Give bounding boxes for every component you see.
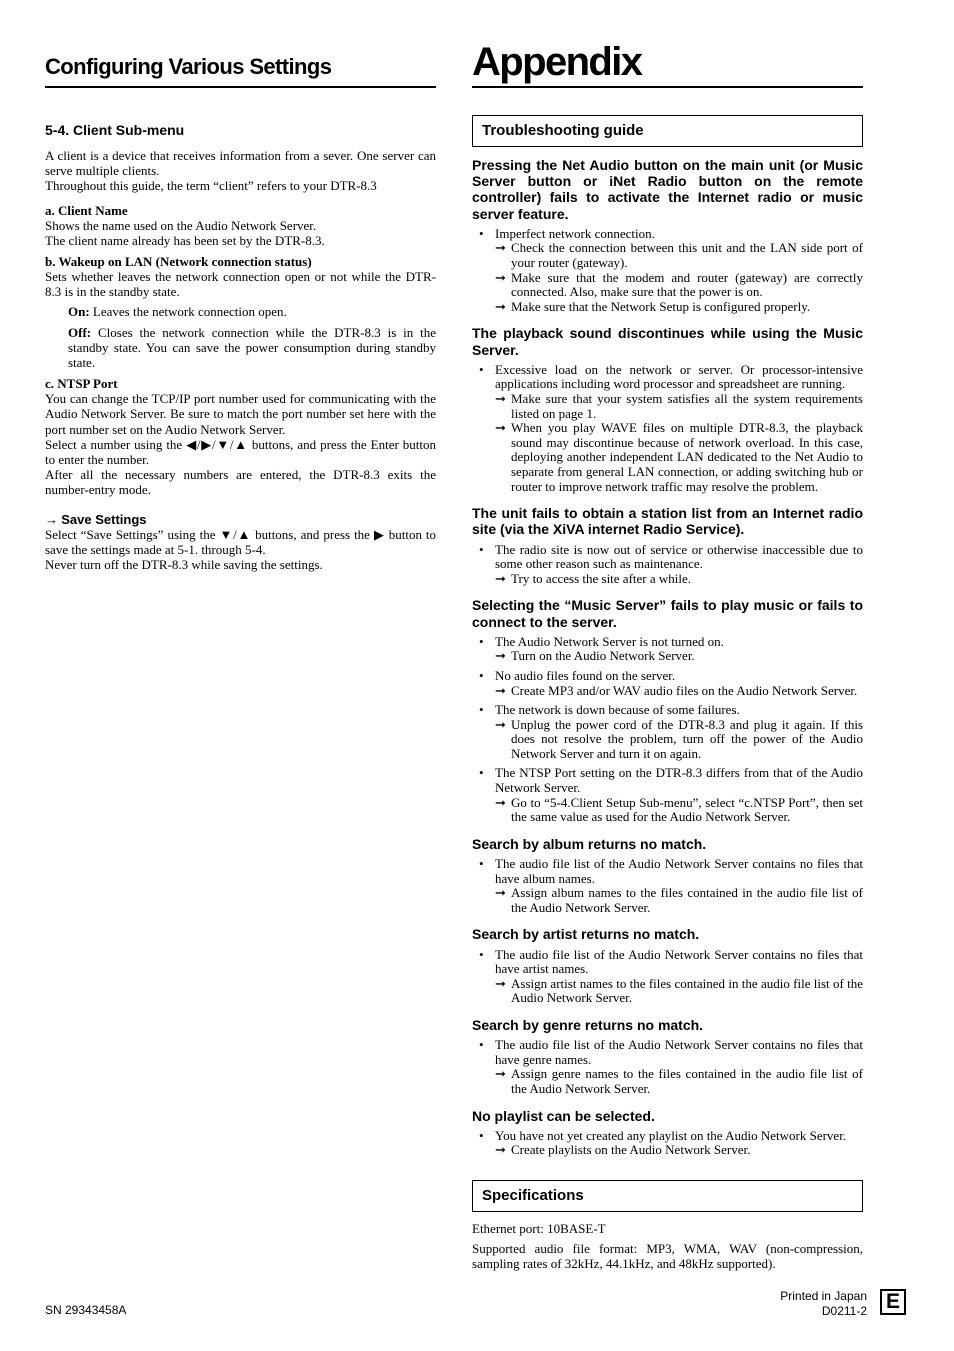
- serial-number: SN 29343458A: [45, 1303, 127, 1317]
- page-section-title: Configuring Various Settings: [45, 50, 436, 88]
- print-info: [780, 1289, 867, 1318]
- cause-text: You have not yet created any playlist on the Audio Network Server.: [495, 1127, 847, 1143]
- text: button to save the settings made at 5-1. through 5-4.: [45, 526, 437, 558]
- bullet-icon: •: [479, 1037, 484, 1053]
- problem-heading: Search by genre returns no match.: [472, 1017, 704, 1033]
- option-text: Closes the network connection while the DTR-8.3 is in the standby state. You can save the power consumption during standby state.: [68, 324, 436, 371]
- bullet-icon: •: [479, 667, 484, 683]
- cause-text: The Audio Network Server is not turned on.: [495, 633, 724, 649]
- remedy-item: [495, 392, 863, 421]
- remedy-item: [495, 684, 863, 699]
- bullet-icon: •: [479, 702, 484, 718]
- cause-item: [472, 766, 863, 824]
- bullet-icon: •: [479, 946, 484, 962]
- bullet-icon: •: [479, 633, 484, 649]
- remedy-item: [495, 300, 863, 315]
- remedy-item: [495, 1067, 863, 1096]
- remedy-text: When you play WAVE files on multiple DTR-8.3, the playback sound may discontinue because of network overload. In this case, deploying another independent LAN dedicated to the Net Audio to separate from general LAN connection, or adding switching hub or router to improve network traffic may resolve the problem.: [511, 420, 863, 494]
- paragraph: The client name already has been set by the DTR-8.3.: [45, 232, 325, 248]
- arrow-icon: ➞: [495, 390, 506, 406]
- option-on: [45, 304, 436, 319]
- bullet-icon: •: [479, 541, 484, 557]
- arrow-icon: ➞: [495, 269, 506, 285]
- paragraph: Shows the name used on the Audio Network Server.: [45, 217, 317, 233]
- button-symbols: ▶: [373, 526, 385, 542]
- remedy-item: [495, 241, 863, 270]
- remedy-item: [495, 977, 863, 1006]
- spec-line: Supported audio file format: MP3, WMA, WAV (non-compression, sampling rates of 32kHz, 44.1kHz, and 48kHz supported).: [472, 1241, 863, 1272]
- page-title: Appendix: [472, 40, 863, 88]
- remedy-item: [495, 1143, 863, 1158]
- bullet-icon: •: [479, 856, 484, 872]
- remedy-text: Check the connection between this unit and the LAN side port of your router (gateway).: [511, 240, 863, 270]
- specifications-heading: Specifications: [472, 1180, 863, 1212]
- section-heading: 5-4. Client Sub-menu: [45, 122, 185, 138]
- cause-text: Excessive load on the network or server. Or processor-intensive applications including word processor and spreadsheet are running.: [495, 361, 863, 392]
- cause-item: [472, 1038, 863, 1096]
- paragraph: After all the necessary numbers are entered, the DTR-8.3 exits the number-entry mode.: [45, 467, 436, 498]
- button-symbols: ▼/▲: [219, 526, 252, 542]
- remedy-item: [495, 271, 863, 300]
- option-off: [45, 325, 436, 371]
- cause-list: [472, 1129, 863, 1158]
- arrow-icon: ➞: [495, 716, 506, 732]
- remedy-text: Make sure that your system satisfies all the system requirements listed on page 1.: [511, 390, 863, 421]
- remedy-text: Create playlists on the Audio Network Server.: [511, 1142, 751, 1158]
- cause-list: [472, 543, 863, 587]
- paragraph: [45, 527, 436, 557]
- cause-text: The NTSP Port setting on the DTR-8.3 differs from that of the Audio Network Server.: [495, 765, 863, 796]
- cause-item: [472, 948, 863, 1006]
- cause-list: [472, 227, 863, 315]
- cause-text: The audio file list of the Audio Network Server contains no files that have album names.: [495, 856, 863, 886]
- cause-text: Imperfect network connection.: [495, 225, 655, 241]
- arrow-icon: ➞: [495, 885, 506, 901]
- paragraph: Sets whether leaves the network connection open or not while the DTR-8.3 is in the standby state.: [45, 269, 436, 300]
- subsection-heading: b. Wakeup on LAN (Network connection status): [45, 254, 312, 270]
- remedy-text: Assign genre names to the files contained in the audio file list of the Audio Network Server.: [511, 1066, 863, 1096]
- arrow-icon: ➞: [495, 420, 506, 436]
- arrow-icon: ➞: [495, 1066, 506, 1082]
- cause-list: [472, 948, 863, 1006]
- problem-heading: Selecting the “Music Server” fails to play music or fails to connect to the server.: [472, 597, 863, 630]
- troubleshooting-list: [472, 157, 863, 1158]
- remedy-text: Assign album names to the files contained in the audio file list of the Audio Network Server.: [511, 885, 863, 915]
- text: Select a number using the: [45, 436, 183, 452]
- cause-item: [472, 669, 863, 698]
- arrow-icon: ➞: [495, 975, 506, 991]
- option-label: On:: [68, 304, 90, 320]
- problem-heading: The playback sound discontinues while using the Music Server.: [472, 325, 863, 358]
- remedy-item: [495, 796, 863, 825]
- remedy-text: Try to access the site after a while.: [511, 570, 692, 586]
- option-text: Leaves the network connection open.: [92, 304, 287, 320]
- remedy-text: Create MP3 and/or WAV audio files on the Audio Network Server.: [511, 682, 858, 698]
- cause-list: [472, 635, 863, 825]
- arrow-icon: ➞: [495, 794, 506, 810]
- bullet-icon: •: [479, 1127, 484, 1143]
- cause-text: The audio file list of the Audio Network Server contains no files that have artist names.: [495, 946, 863, 977]
- text: buttons, and press the: [255, 526, 370, 542]
- cause-text: The radio site is now out of service or otherwise inaccessible due to some other reason such as maintenance.: [495, 541, 863, 572]
- bullet-icon: •: [479, 361, 484, 377]
- save-heading-text: Save Settings: [61, 511, 147, 527]
- cause-list: [472, 1038, 863, 1096]
- troubleshooting-heading: Troubleshooting guide: [472, 115, 863, 147]
- cause-text: No audio files found on the server.: [495, 667, 676, 683]
- subsection-heading: c. NTSP Port: [45, 376, 118, 392]
- save-heading: [45, 512, 436, 527]
- text: buttons, and press the Enter button to enter the number.: [45, 436, 437, 468]
- cause-item: [472, 703, 863, 761]
- paragraph: [45, 437, 436, 467]
- printed-in: Printed in Japan: [780, 1289, 867, 1303]
- problem-heading: The unit fails to obtain a station list from an Internet radio site (via the XiVA internet Radio Service).: [472, 505, 863, 538]
- remedy-item: [495, 649, 863, 664]
- problem-heading: Pressing the Net Audio button on the main unit (or Music Server button or iNet Radio button on the remote controller) fails to activate the Internet radio or music server feature.: [472, 157, 863, 222]
- subsection-heading: a. Client Name: [45, 202, 128, 218]
- remedy-item: [495, 718, 863, 762]
- arrow-icon: ➞: [495, 648, 506, 664]
- cause-text: The network is down because of some failures.: [495, 702, 740, 718]
- bullet-icon: •: [479, 765, 484, 781]
- arrow-icon: ➞: [495, 682, 506, 698]
- problem-heading: No playlist can be selected.: [472, 1107, 655, 1124]
- arrow-icon: ➞: [495, 240, 506, 256]
- remedy-text: Assign artist names to the files contained in the audio file list of the Audio Network Server.: [511, 975, 863, 1006]
- left-column: [45, 50, 436, 572]
- remedy-text: Go to “5-4.Client Setup Sub-menu”, select “c.NTSP Port”, then set the same value as used for the Audio Network Server.: [511, 794, 863, 825]
- intro-paragraph: A client is a device that receives information from a sever. One server can serve multiple clients.: [45, 148, 436, 179]
- remedy-text: Make sure that the Network Setup is configured properly.: [511, 298, 811, 314]
- remedy-text: Turn on the Audio Network Server.: [511, 648, 695, 664]
- cause-text: The audio file list of the Audio Network Server contains no files that have genre names.: [495, 1037, 863, 1067]
- arrow-icon: ➞: [495, 298, 506, 314]
- arrow-icon: ➞: [495, 570, 506, 586]
- paragraph: Never turn off the DTR-8.3 while saving the settings.: [45, 557, 323, 573]
- option-label: Off:: [68, 324, 92, 340]
- paragraph: You can change the TCP/IP port number used for communicating with the Audio Network Server. Be sure to match the port number set here with the port number set on the Audio Network Server.: [45, 391, 436, 437]
- remedy-item: [495, 886, 863, 915]
- text: Select “Save Settings” using the: [45, 526, 216, 542]
- arrow-icon: →: [45, 511, 58, 527]
- spec-line: Ethernet port: 10BASE-T: [472, 1220, 606, 1236]
- remedy-text: Unplug the power cord of the DTR-8.3 and plug it again. If this does not resolve the problem, turn off the power of the Audio Network Server and turn it on again.: [511, 716, 863, 761]
- problem-heading: Search by album returns no match.: [472, 835, 707, 852]
- remedy-text: Make sure that the modem and router (gateway) are correctly connected. Also, make sure that the power is on.: [511, 269, 863, 300]
- cause-list: [472, 363, 863, 494]
- intro-paragraph: Throughout this guide, the term “client” refers to your DTR-8.3: [45, 178, 377, 194]
- cause-item: [472, 227, 863, 315]
- button-symbols: ◀/▶/▼/▲: [186, 436, 248, 452]
- remedy-item: [495, 421, 863, 494]
- cause-item: [472, 635, 863, 664]
- cause-item: [472, 1129, 863, 1158]
- arrow-icon: ➞: [495, 1142, 506, 1158]
- document-code: D0211-2: [821, 1303, 867, 1318]
- cause-list: [472, 857, 863, 915]
- language-badge: E: [880, 1289, 906, 1315]
- problem-heading: Search by artist returns no match.: [472, 926, 700, 943]
- cause-item: [472, 543, 863, 587]
- save-settings-block: [45, 512, 436, 573]
- remedy-item: [495, 572, 863, 587]
- cause-item: [472, 857, 863, 915]
- cause-item: [472, 363, 863, 494]
- bullet-icon: •: [479, 225, 484, 241]
- right-column: [472, 40, 863, 1272]
